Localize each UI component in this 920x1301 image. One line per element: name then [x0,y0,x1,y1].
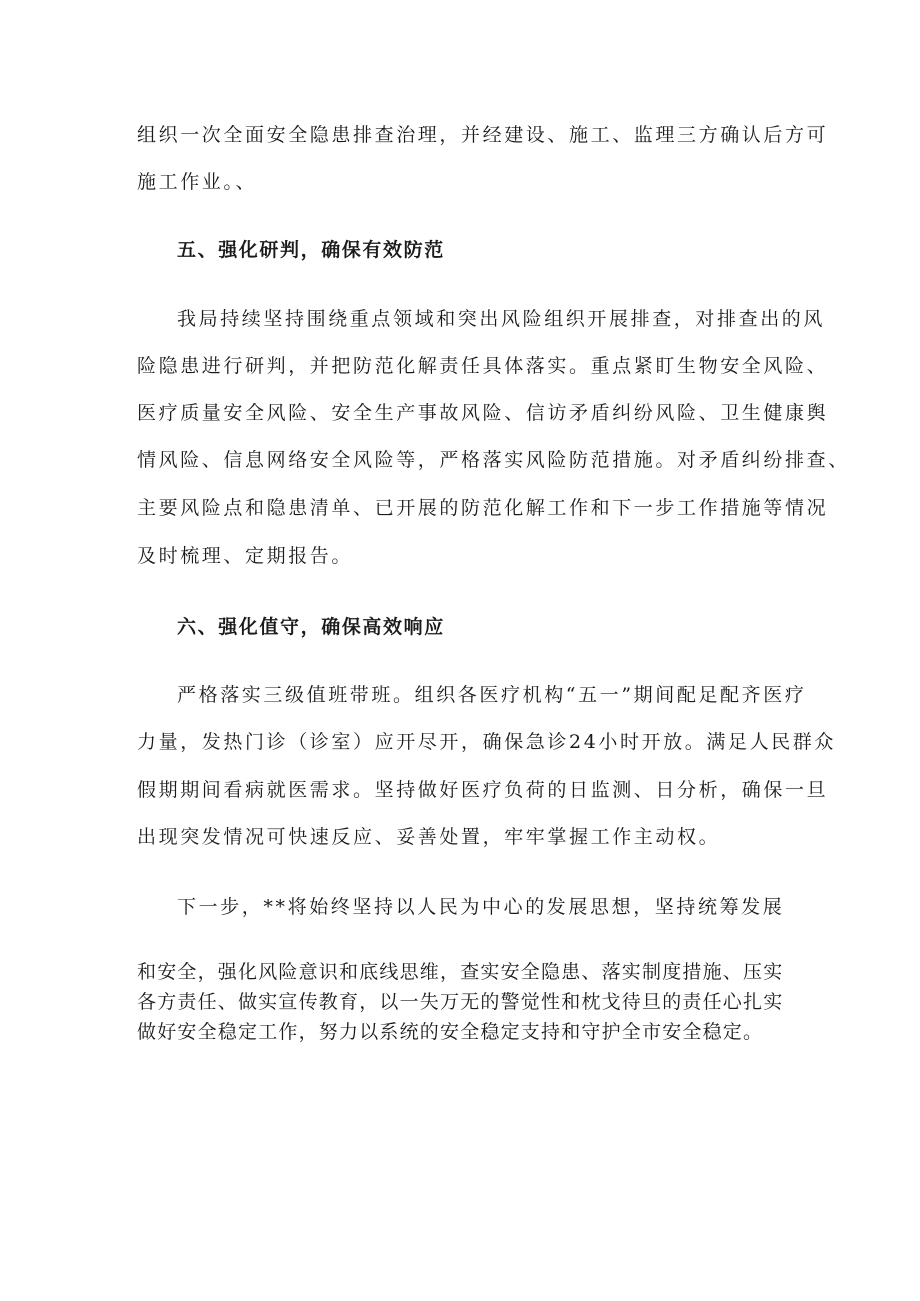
paragraph-line: 做好安全稳定工作，努力以系统的安全稳定支持和守护全市安全稳定。 [137,1021,764,1043]
paragraph-line: 出现突发情况可快速反应、妥善处置，牢牢掌握工作主动权。 [137,826,721,848]
paragraph-line: 及时梳理、定期报告。 [137,545,354,567]
paragraph-line: 力量，发热门诊（诊室）应开尽开，确保急诊24小时开放。满足人民群众 [137,731,836,753]
paragraph-line: 医疗质量安全风险、安全生产事故风险、信访矛盾纠纷风险、卫生健康舆 [137,402,829,424]
paragraph-line: 险隐患进行研判，并把防范化解责任具体落实。重点紧盯生物安全风险、 [137,355,829,377]
paragraph-line: 假期期间看病就医需求。坚持做好医疗负荷的日监测、日分析，确保一旦 [137,779,829,801]
paragraph-line: 严格落实三级值班带班。组织各医疗机构“五一”期间配足配齐医疗 [177,684,807,706]
paragraph-line: 施工作业。、 [137,171,258,193]
section-heading: 六、强化值守，确保高效响应 [177,616,445,638]
paragraph-line: 情风险、信息网络安全风险等，严格落实风险防范措施。对矛盾纠纷排查、 [137,449,850,471]
section-heading: 五、强化研判，确保有效防范 [177,239,445,261]
paragraph-line: 主要风险点和隐患清单、已开展的防范化解工作和下一步工作措施等情况 [137,497,829,519]
paragraph-line: 我局持续坚持围绕重点领域和突出风险组织开展排查，对排查出的风 [177,308,826,330]
paragraph-line: 组织一次全面安全隐患排查治理，并经建设、施工、监理三方确认后方可 [137,124,829,146]
paragraph-line: 各方责任、做实宣传教育，以一失万无的警觉性和枕戈待旦的责任心扎实 [137,991,784,1013]
paragraph-line: 和安全，强化风险意识和底线思维，查实安全隐患、落实制度措施、压实 [137,961,784,983]
paragraph-line: 下一步，**将始终坚持以人民为中心的发展思想，坚持统筹发展 [177,896,785,918]
